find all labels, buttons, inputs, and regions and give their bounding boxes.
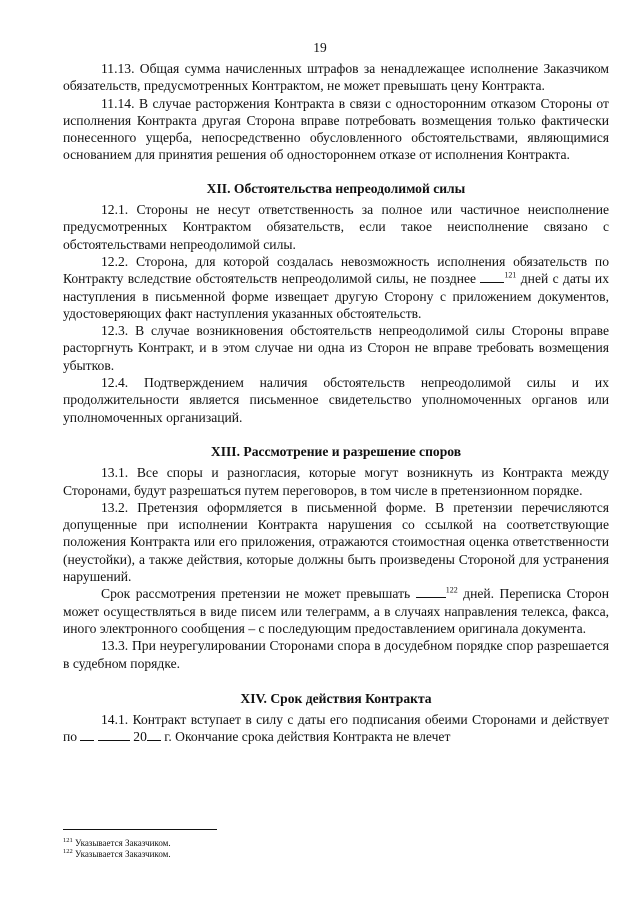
footnotes (63, 838, 171, 860)
footnote-separator (63, 829, 217, 830)
blank-year (147, 729, 161, 741)
paragraph-13-2: 13.2. Претензия оформляется в письменной форме. В претензии перечисляются допущенные при исполнении Контракта нарушения со ссылкой на соответствующие положения Контракта или его приложения, отражаются стоимостная оценка ответственности (неустойки), а также действия, которые должны быть произведены Стороной для устранения нарушений. (63, 499, 609, 585)
paragraph-12-3: 12.3. В случае возникновения обстоятельств непреодолимой силы Стороны вправе расторгнуть Контракт, и в этом случае ни одна из Сторон не вправе требовать возмещения убытков. (63, 323, 609, 373)
paragraph-13-1: 13.1. Все споры и разногласия, которые могут возникнуть из Контракта между Сторонами, будут разрешаться путем переговоров, в том числе в претензионном порядке. (63, 465, 609, 498)
section-title-12: XII. Обстоятельства непреодолимой силы (206, 180, 466, 196)
document-body (63, 60, 609, 746)
paragraph-12-1: 12.1. Стороны не несут ответственность за полное или частичное неисполнение предусмотренных Контрактом обязательств, если такое неисполнение связано с обстоятельствами непреодолимой силы. (63, 202, 609, 252)
blank-field (480, 271, 504, 283)
paragraph-13-2-term (63, 585, 609, 637)
paragraph-14-1 (63, 711, 609, 746)
footnote-text: Указывается Заказчиком. (72, 849, 171, 859)
paragraph-14-1-start: 14.1. Контракт вступает в силу с даты его подписания обеими Сторонами и действует по (63, 712, 609, 745)
section-title-14: XIV. Срок действия Контракта (240, 690, 432, 706)
section-title-13: XIII. Рассмотрение и разрешение споров (210, 443, 462, 459)
paragraph-13-2-term-start: Срок рассмотрения претензии не может превышать (101, 586, 416, 602)
paragraph-14-1-end: г. Окончание срока действия Контракта не влечет (160, 729, 451, 745)
blank-day (80, 729, 94, 741)
footnote-ref-122: 122 (445, 585, 458, 595)
page-number: 19 (313, 40, 327, 55)
blank-month (98, 729, 130, 741)
paragraph-13-3: 13.3. При неурегулировании Сторонами спора в досудебном порядке спор разрешается в судебном порядке. (63, 638, 609, 671)
footnote-number: 122 (63, 848, 73, 855)
footnote-122 (63, 849, 171, 860)
paragraph-12-2-end: дней с даты их наступления в письменной форме извещает другую Сторону с приложением документов, удостоверяющих факт наступления указанных обстоятельств. (63, 271, 610, 321)
blank-field (416, 586, 446, 598)
paragraph-11-14: 11.14. В случае расторжения Контракта в связи с односторонним отказом Стороны от исполнения Контракта другая Сторона вправе потребовать возмещения только фактически понесенного ущерба, непосредственно обусловленного обстоятельствами, являющимися основанием для принятия решения об одностороннем отказе от исполнения Контракта. (63, 95, 609, 163)
paragraph-11-13: 11.13. Общая сумма начисленных штрафов за ненадлежащее исполнение Заказчиком обязательств, предусмотренных Контрактом, не может превышать цену Контракта. (63, 61, 609, 94)
footnote-text: Указывается Заказчиком. (72, 838, 171, 848)
paragraph-13-2-term-end: дней. Переписка Сторон может осуществляться в виде писем или телеграмм, а в случаях направления телекса, факса, иного электронного сообщения – с последующим предоставлением оригинала документа. (63, 586, 609, 636)
paragraph-12-4: 12.4. Подтверждением наличия обстоятельств непреодолимой силы и их продолжительности является письменное свидетельство уполномоченных органов или уполномоченных организаций. (63, 375, 609, 425)
footnote-121 (63, 838, 171, 849)
footnote-ref-121: 121 (504, 270, 517, 280)
year-prefix: 20 (129, 729, 147, 745)
footnote-number: 121 (63, 837, 73, 844)
paragraph-12-2 (63, 253, 609, 322)
paragraph-12-2-start: 12.2. Сторона, для которой создалась невозможность исполнения обязательств по Контракту вследствие обстоятельств непреодолимой силы, не позднее (63, 253, 609, 287)
